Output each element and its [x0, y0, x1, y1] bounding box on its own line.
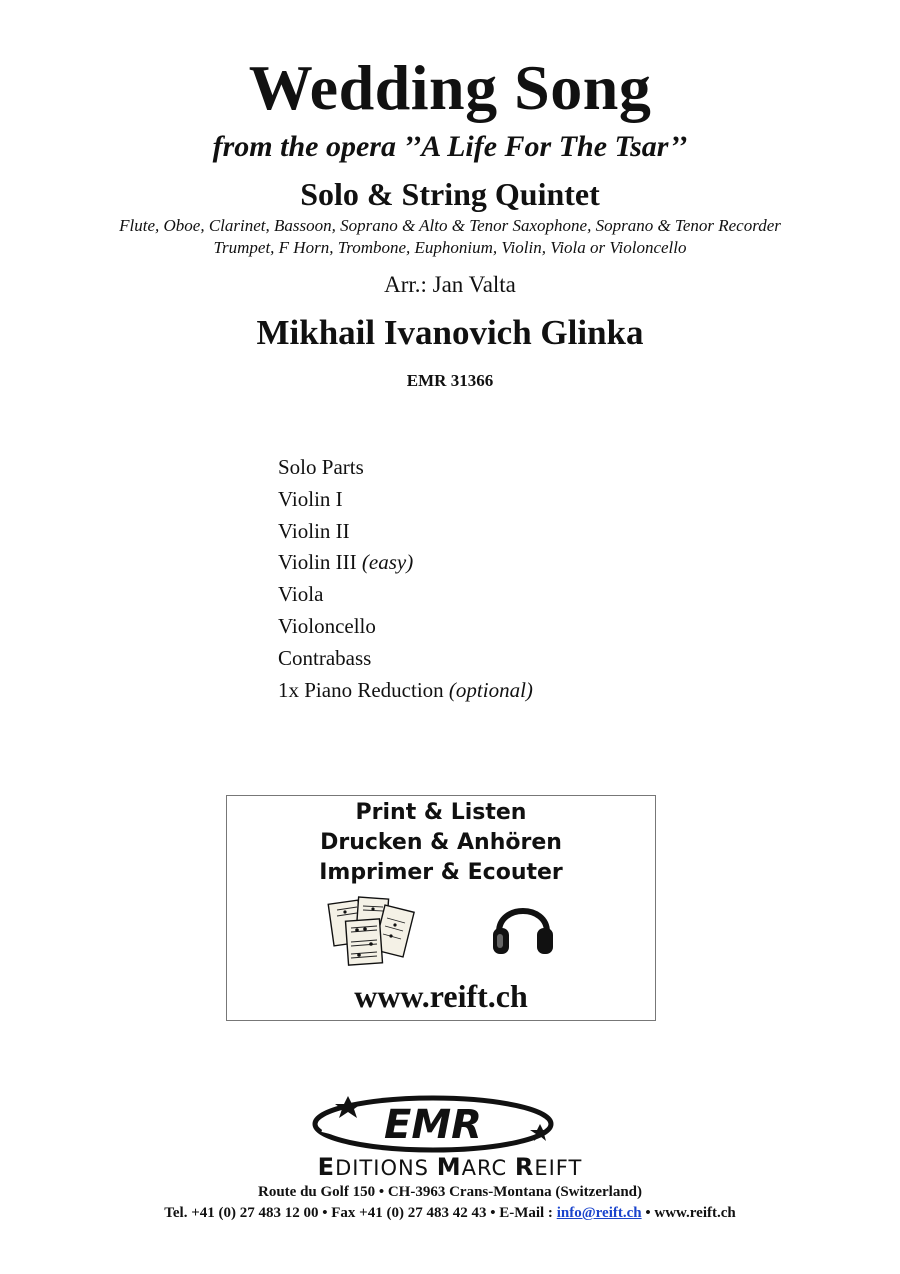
svg-text:EMR: EMR — [384, 1102, 482, 1148]
promo-line-french: Imprimer & Ecouter — [319, 860, 563, 885]
part-item: Solo Parts — [278, 455, 364, 479]
part-item: Violin II — [278, 518, 350, 543]
website-url[interactable]: www.reift.ch — [354, 978, 528, 1014]
emr-logo — [308, 1090, 558, 1156]
part-note: (easy) — [361, 550, 414, 575]
promo-line-english: Print & Listen — [355, 800, 527, 825]
part-item: Contrabass — [278, 645, 372, 670]
part-item: Violin I — [278, 486, 343, 511]
headphones-icon — [489, 892, 557, 960]
part-item: Violin III (easy) — [278, 550, 414, 575]
print-listen-box — [226, 795, 656, 1021]
publisher-contact: Tel. +41 (0) 27 483 12 00 • Fax +41 (0) 27 483 42 43 • E-Mail : info@reift.ch • www.reift.ch — [164, 1205, 736, 1221]
promo-line-german: Drucken & Anhören — [320, 830, 562, 855]
part-item: Violoncello — [278, 613, 376, 638]
part-item: 1x Piano Reduction (optional) — [278, 677, 533, 702]
subtitle: from the opera ’’A Life For The Tsar’’ — [212, 130, 688, 163]
part-note: (optional) — [448, 677, 533, 702]
parts-list — [278, 452, 533, 706]
composer: Mikhail Ivanovich Glinka — [256, 313, 644, 352]
catalog-code: EMR 31366 — [406, 371, 494, 390]
part-item: Viola — [278, 582, 324, 607]
publisher-address: Route du Golf 150 • CH-3963 Crans-Montana (Switzerland) — [258, 1184, 642, 1200]
title: Wedding Song — [248, 52, 652, 123]
email-link[interactable]: info@reift.ch — [556, 1205, 642, 1221]
sheet-music-icon — [327, 894, 423, 970]
publisher-name: EDITIONS MARC REIFT — [317, 1153, 583, 1181]
arranger: Arr.: Jan Valta — [384, 272, 516, 297]
instrumentation-line-2: Trumpet, F Horn, Trombone, Euphonium, Violin, Viola or Violoncello — [213, 238, 687, 257]
ensemble: Solo & String Quintet — [300, 176, 600, 212]
instrumentation-line-1: Flute, Oboe, Clarinet, Bassoon, Soprano & Alto & Tenor Saxophone, Soprano & Tenor Recorder — [119, 216, 781, 235]
